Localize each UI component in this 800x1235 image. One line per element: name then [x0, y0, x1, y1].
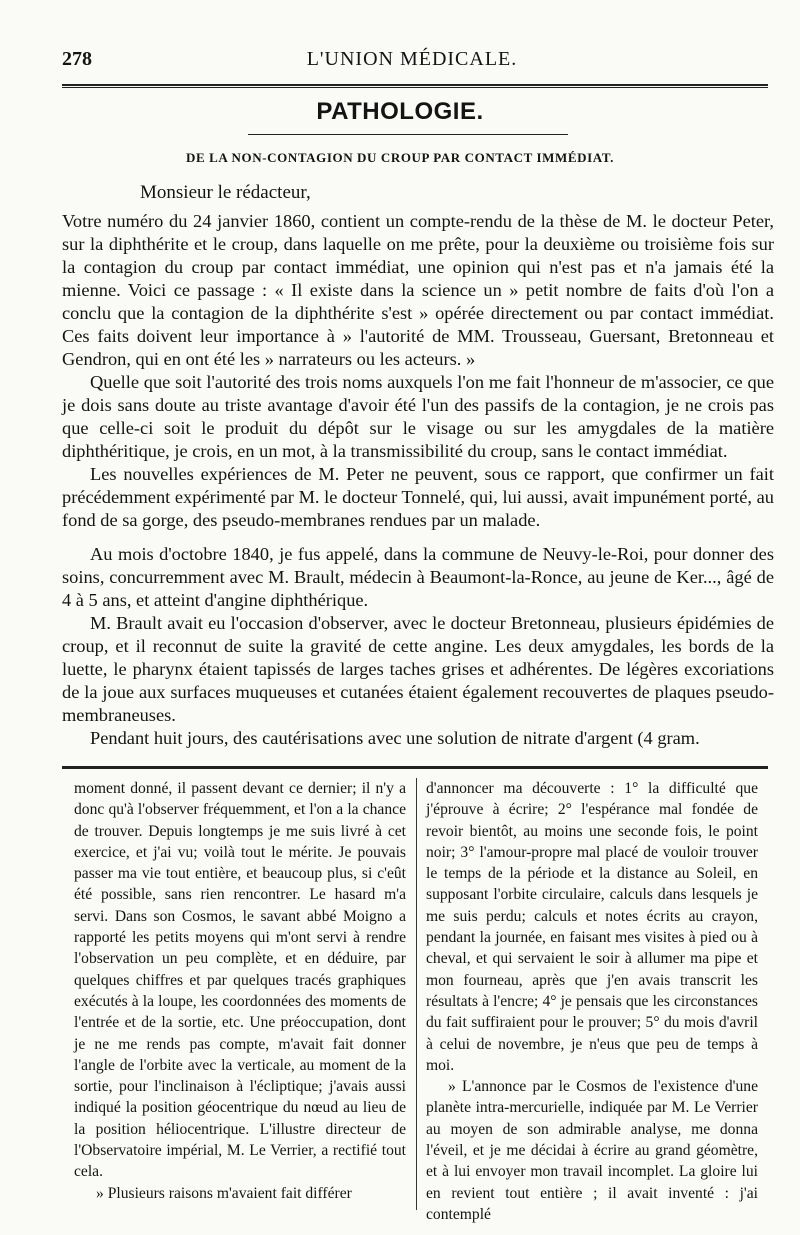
running-head	[62, 44, 762, 74]
body-paragraph: Les nouvelles expériences de M. Peter ne peuvent, sous ce rapport, que confirmer un fait précédemment expérimenté par M. le docteur Tonnelé, qui, lui aussi, avait impunément porté, au fond de sa gorge, des pseudo-membranes rendues par un malade.	[62, 464, 774, 530]
article-body	[62, 210, 774, 750]
section-title: PATHOLOGIE.	[316, 98, 484, 125]
column-paragraph: » Plusieurs raisons m'avaient fait différer	[96, 1184, 352, 1202]
column-paragraph: d'annoncer ma découverte : 1° la difficulté que j'éprouve à écrire; 2° l'espérance mal fondée de revoir bientôt, au moins une seconde fois, le point noir; 3° l'amour-propre mal placé de vouloir trouver le temps de la période et la distance au Soleil, en supposant l'orbite circulaire, calculs dans lesquels je me suis perdu; calculs et notes écrits au crayon, pendant la journée, en faisant mes visites à pied ou à cheval, et qui servaient le soir à allumer ma pipe et mon fourneau, après que j'en avais transcrit les résultats à l'encre; 4° je pensais que les circonstances du fait suffiraient pour le prouver; 5° du mois d'avril à celui de novembre, je n'eus que peu de temps à moi.	[426, 780, 758, 1074]
feuilleton-columns	[74, 778, 764, 1223]
feuilleton-rule	[62, 766, 768, 769]
body-paragraph: Au mois d'octobre 1840, je fus appelé, dans la commune de Neuvy-le-Roi, pour donner des soins, concurremment avec M. Brault, médecin à Beaumont-la-Ronce, au jeune de Ker..., âgé de 4 à 5 ans, et atteint d'angine diphthérique.	[62, 544, 774, 610]
column-paragraph: » L'annonce par le Cosmos de l'existence d'une planète intra-mercurielle, indiquée par M. Le Verrier au moyen de son admirable analyse, me donna l'éveil, et je me décidai à écrire au grand géomètre, et à lui envoyer mon travail incomplet. La gloire lui en revient tout entière ; il avait inventé : j'ai contemplé	[426, 1078, 758, 1223]
body-paragraph: Votre numéro du 24 janvier 1860, contient un compte-rendu de la thèse de M. le docteur Peter, sur la diphthérite et le croup, dans laquelle on me prête, pour la deuxième ou troisième fois sur la contagion du croup par contact immédiat, une opinion qui n'est pas et n'a jamais été la mienne. Voici ce passage : « Il existe dans la science un » petit nombre de faits d'où l'on a conclu que la contagion de la diphthérite s'est » opérée directement ou par contact immédiat. Ces faits doivent leur importance à » l'autorité de MM. Trousseau, Guersant, Bretonneau et Gendron, qui en ont été les » narrateurs ou les acteurs. »	[62, 211, 774, 369]
journal-title: L'UNION MÉDICALE.	[306, 48, 518, 70]
page-number: 278	[62, 48, 92, 70]
feuilleton-left-column	[74, 778, 406, 1204]
header-rule	[62, 84, 768, 88]
feuilleton-right-column	[426, 778, 758, 1225]
body-paragraph: Pendant huit jours, des cautérisations avec une solution de nitrate d'argent (4 gram.	[90, 728, 700, 748]
column-divider	[416, 778, 417, 1210]
column-paragraph: moment donné, il passent devant ce dernier; il n'y a donc qu'à l'observer fréquemment, et l'on a la chance de trouver. Depuis longtemps je me suis livré à cet exercice, et j'ai vu; voilà tout le mérite. Je pouvais passer ma vie tout entière, et beaucoup plus, si c'eût été possible, sans rien rencontrer. Le hasard m'a servi. Dans son Cosmos, le savant abbé Moigno a rapporté les petits moyens qui m'ont servi à rendre l'observation un peu complète, et en déduire, par quelques chiffres et par quelques tracés graphiques exécutés à la loupe, les coordonnées des moments de l'entrée et de la sortie, etc. Une préoccupation, dont je ne me rends pas compte, m'avait fait donner l'angle de l'orbite avec la verticale, au moment de la sortie, pour l'inclinaison à l'écliptique; j'avais aussi indiqué la position géocentrique du nœud au lieu de la position héliocentrique. L'illustre directeur de l'Observatoire impérial, M. Le Verrier, a rectifié tout cela.	[74, 780, 406, 1181]
salutation: Monsieur le rédacteur,	[140, 182, 311, 203]
body-paragraph: M. Brault avait eu l'occasion d'observer, avec le docteur Bretonneau, plusieurs épidémies de croup, et il reconnut de suite la gravité de cette angine. Les deux amygdales, les bords de la luette, le pharynx étaient tapissés de larges taches grises et adhérentes. De légères excoriations de la joue aux surfaces muqueuses et cutanées étaient également recouvertes de plaques pseudo-membraneuses.	[62, 613, 774, 725]
article-subtitle: DE LA NON-CONTAGION DU CROUP PAR CONTACT IMMÉDIAT.	[186, 150, 614, 165]
body-paragraph: Quelle que soit l'autorité des trois noms auxquels l'on me fait l'honneur de m'associer, ce que je dois sans doute au triste avantage d'avoir été l'un des passifs de la contagion, je ne crois pas que celle-ci soit le produit du dépôt sur le visage ou sur les amygdales de la matière diphthéritique, je crois, en un mot, à la transmissibilité du croup, sans le contact immédiat.	[62, 372, 774, 461]
title-rule	[248, 134, 568, 135]
